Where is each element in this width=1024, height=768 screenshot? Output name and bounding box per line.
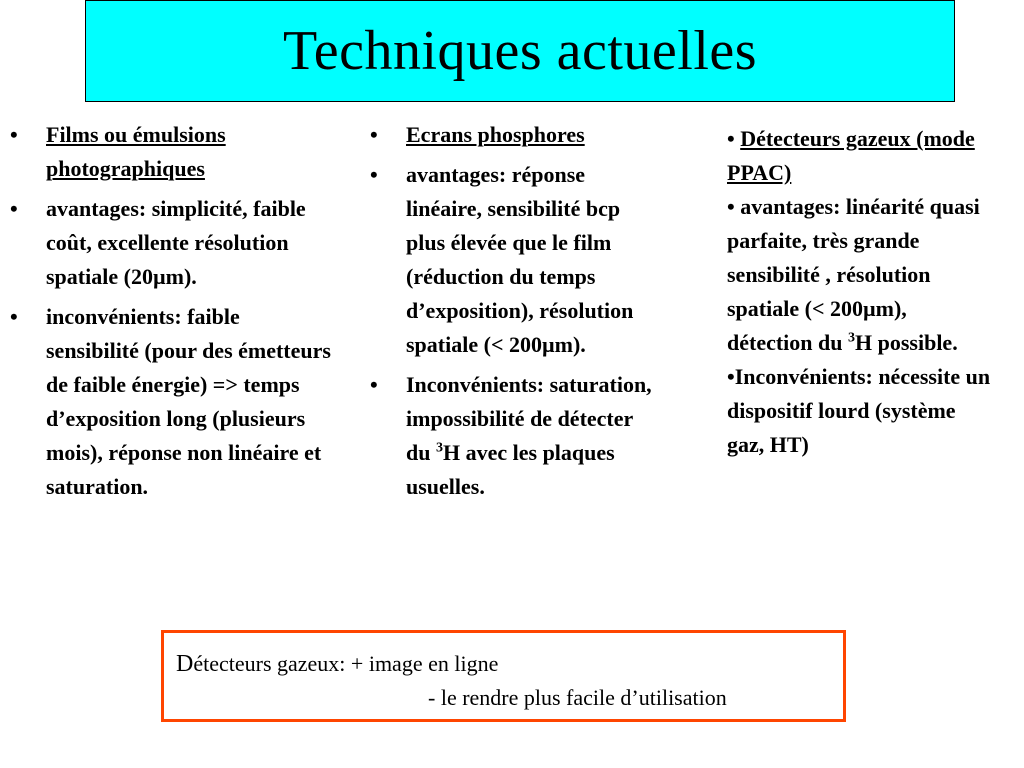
detecteurs-heading: Détecteurs gazeux (mode PPAC)	[727, 126, 975, 185]
column-ecrans	[366, 118, 656, 510]
list-item	[366, 158, 656, 362]
summary-line-1: Détecteurs gazeux: + image en ligne	[176, 651, 499, 677]
bullet-icon: •	[370, 372, 378, 397]
bullet-icon: •	[727, 126, 741, 151]
detecteurs-heading-line	[727, 122, 997, 190]
ecrans-inconvenients: Inconvénients: saturation, impossibilité de détecter du $^3$H avec les plaques usuelles.	[406, 372, 652, 499]
list-item	[366, 368, 656, 504]
films-inconvenients: inconvénients: faible sensibilité (pour des émetteurs de faible énergie) => temps d’exposition long (plusieurs mois), réponse non linéaire et saturation.	[46, 304, 331, 499]
list-item	[366, 118, 656, 152]
ecrans-avantages: avantages: réponse linéaire, sensibilité bcp plus élevée que le film (réduction du temps d’exposition), résolution spatiale (< 200µm).	[406, 162, 634, 357]
detecteurs-avantages: • avantages: linéarité quasi parfaite, très grande sensibilité , résolution spatiale (< 200µm), détection du $^3$H possible.	[727, 194, 980, 355]
bullet-icon: •	[10, 122, 18, 147]
films-avantages: avantages: simplicité, faible coût, excellente résolution spatiale (20µm).	[46, 196, 306, 289]
films-heading: Films ou émulsions photographiques	[46, 122, 226, 181]
ecrans-heading: Ecrans phosphores	[406, 122, 585, 147]
bullet-icon: •	[10, 196, 18, 221]
summary-line-2: - le rendre plus facile d’utilisation	[428, 685, 727, 710]
bullet-icon: •	[370, 162, 378, 187]
list-item	[6, 118, 336, 186]
bullet-icon: •	[727, 364, 735, 389]
bullet-icon: •	[370, 122, 378, 147]
column-films	[6, 118, 336, 510]
detecteurs-inconvenients: •Inconvénients: nécessite un dispositif lourd (système gaz, HT)	[727, 364, 991, 457]
bullet-icon: •	[727, 194, 741, 219]
list-item	[6, 300, 336, 504]
bullet-icon: •	[10, 304, 18, 329]
summary-box	[161, 630, 846, 722]
list-item	[6, 192, 336, 294]
slide-title: Techniques actuelles	[282, 20, 758, 82]
column-detecteurs	[727, 122, 997, 462]
title-banner	[85, 0, 955, 102]
